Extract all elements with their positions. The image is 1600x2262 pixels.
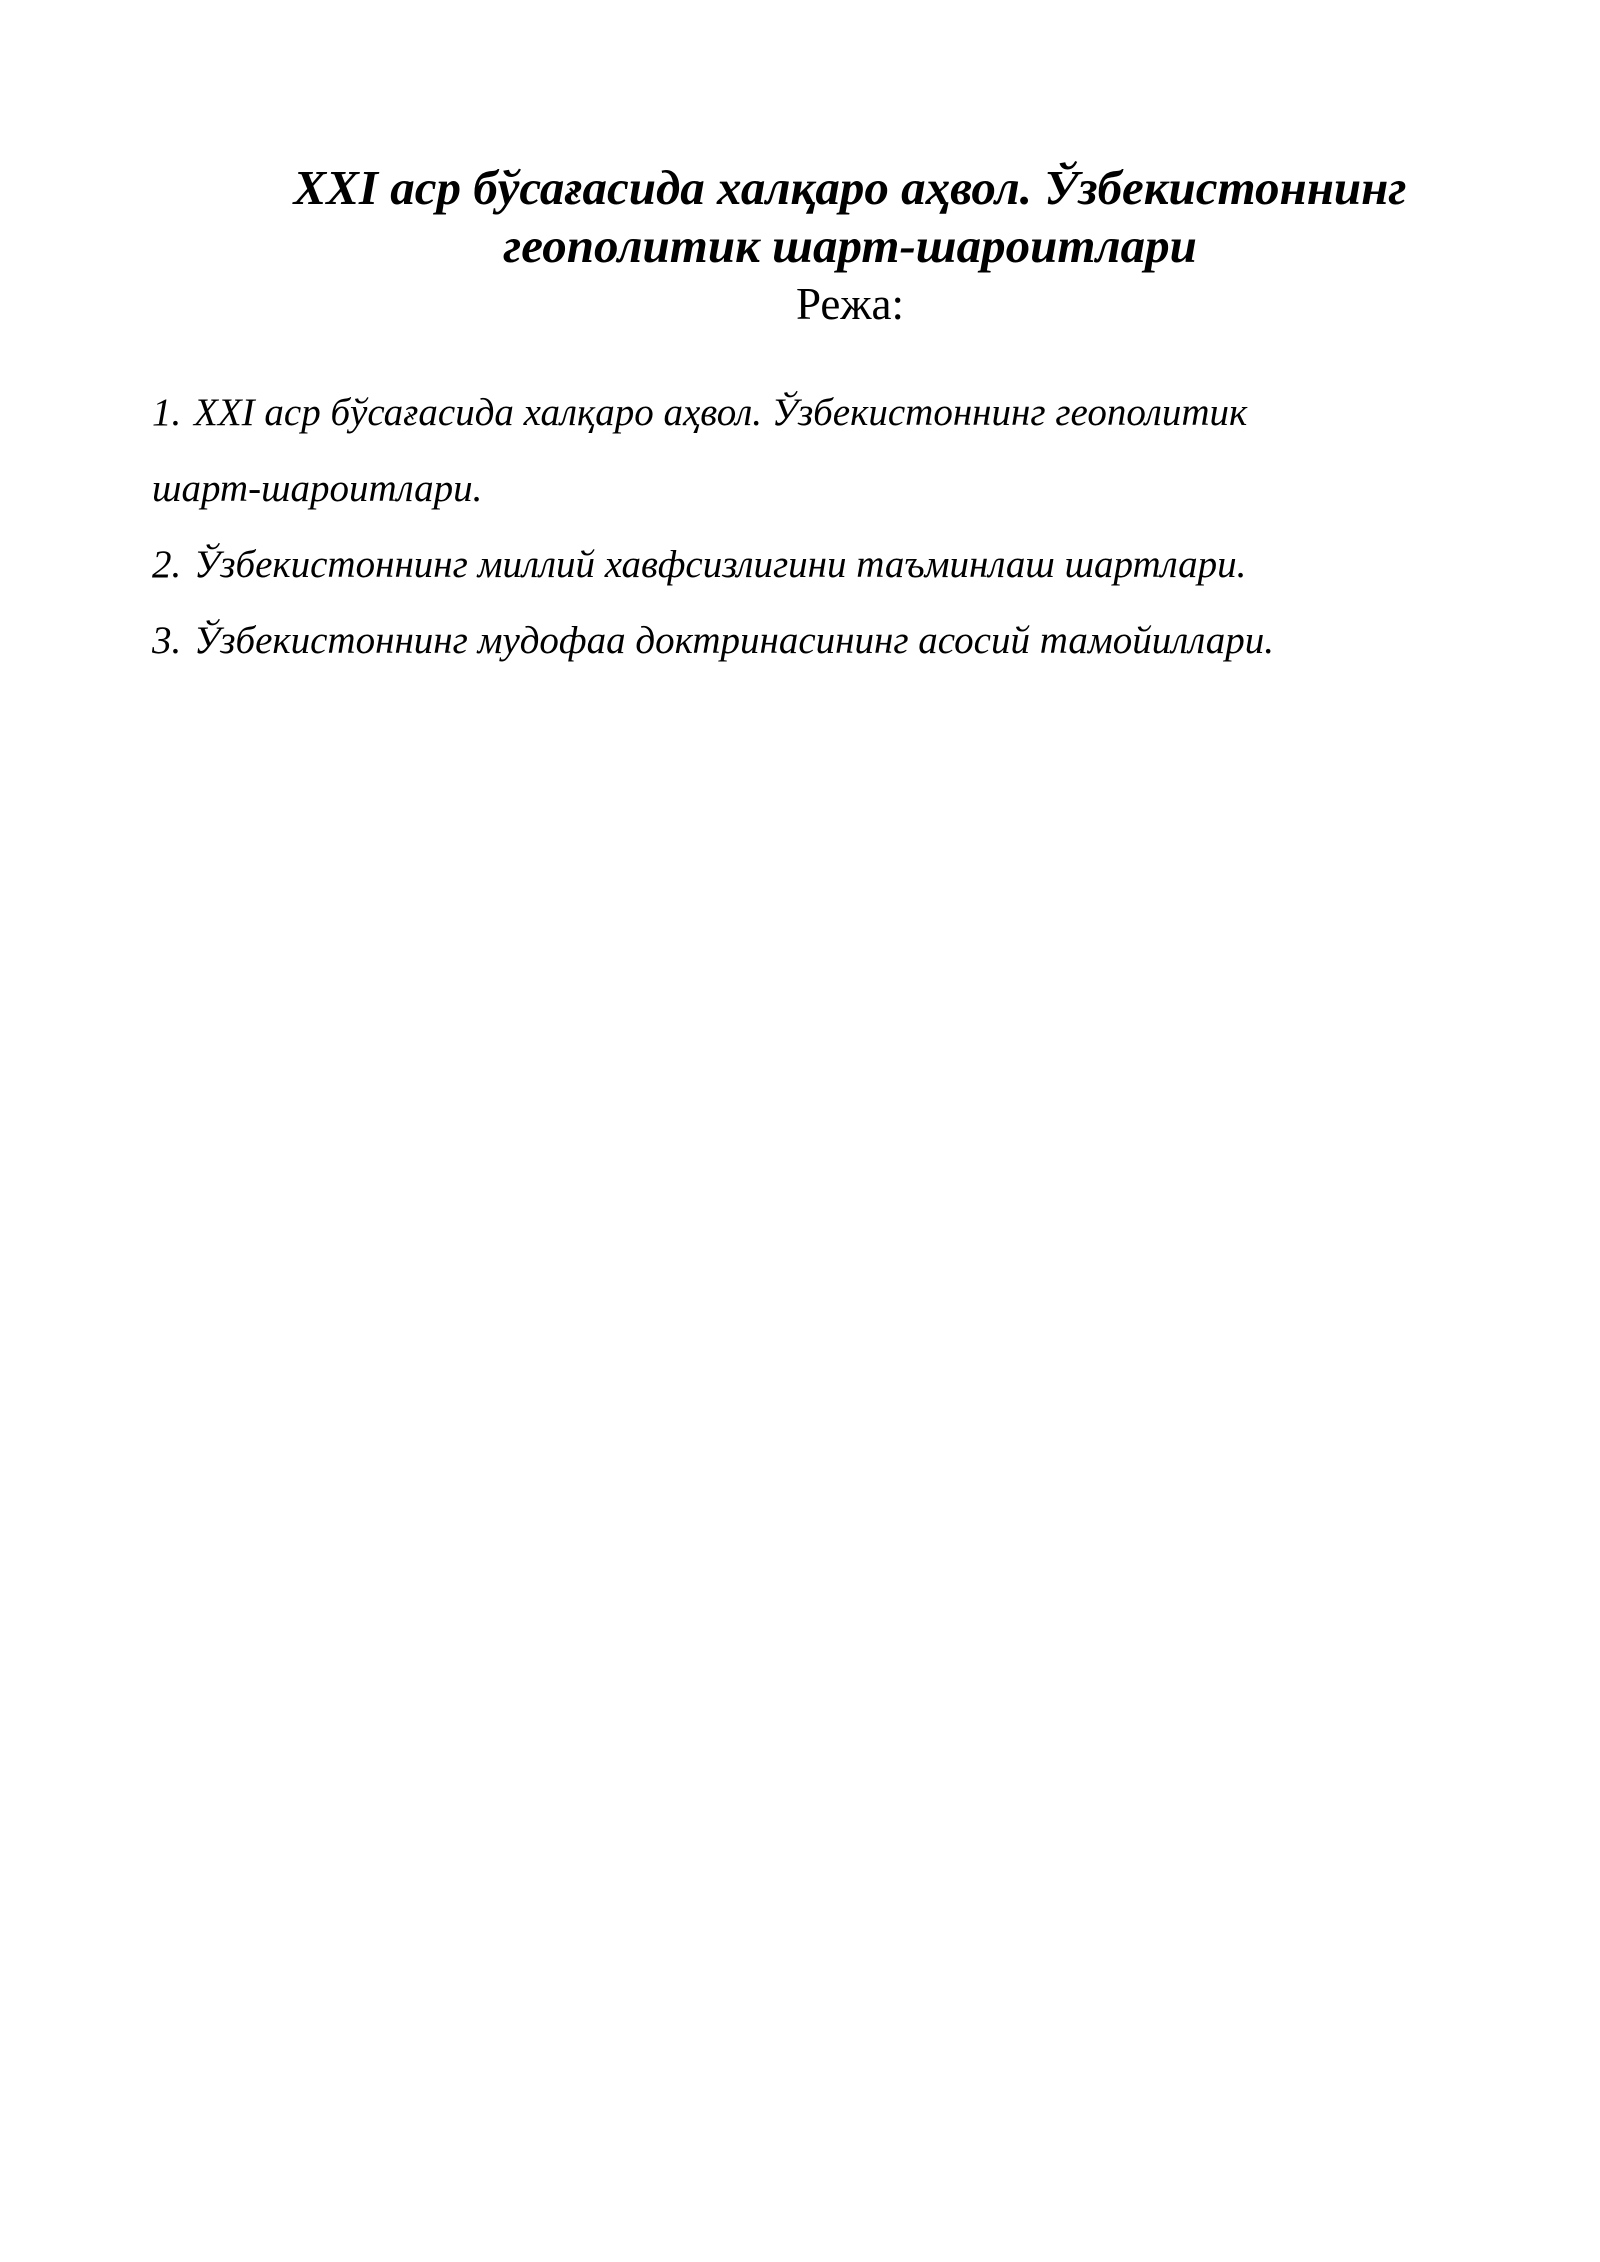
plan-item-text: Ўзбекистоннинг мудофаа доктринасининг асосий тамойиллари. <box>194 619 1274 662</box>
document-title-line-1: XXI аср бўсағасида халқаро аҳвол. Ўзбекистоннинг <box>293 160 1407 215</box>
plan-item-text: XXI аср бўсағасида халқаро аҳвол. Ўзбекистоннинг геополитик <box>194 391 1248 434</box>
plan-item-1 <box>152 375 1502 527</box>
document-title-line-2: геополитик шарт-шароитлари <box>503 218 1197 273</box>
plan-item-number: 2. <box>152 543 182 586</box>
plan-list <box>152 375 1502 679</box>
plan-item-text: Ўзбекистоннинг миллий хавфсизлигини таъминлаш шартлари. <box>194 543 1247 586</box>
plan-item-number: 1. <box>152 391 182 434</box>
plan-heading: Режа: <box>796 279 904 329</box>
plan-item-number: 3. <box>152 619 182 662</box>
plan-item-2 <box>152 527 1502 603</box>
plan-item-text-continuation: шарт-шароитлари. <box>152 467 483 510</box>
plan-item-3 <box>152 603 1502 679</box>
